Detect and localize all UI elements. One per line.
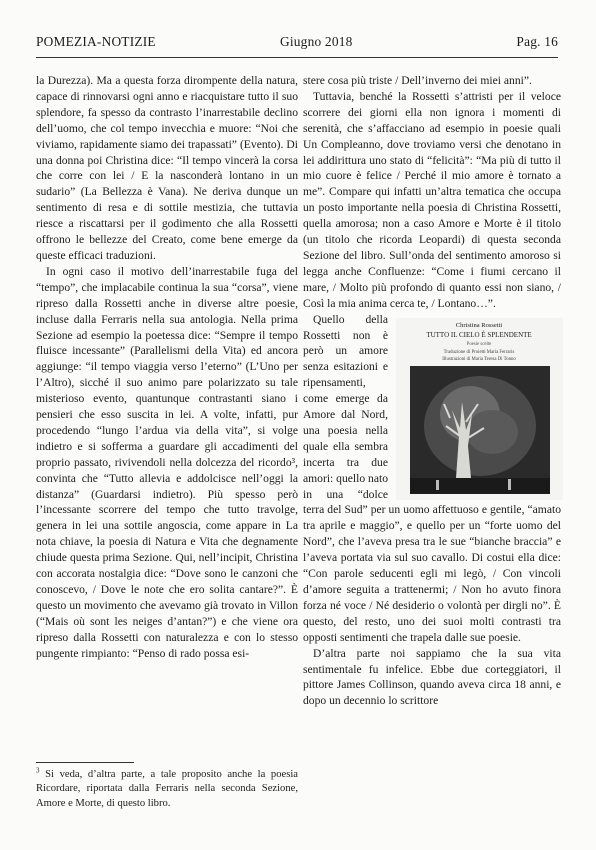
cover-translator: Traduzione di Proietti Maria Ferraris	[443, 349, 515, 355]
paragraph: In ogni caso il motivo dell’inarrestabile fuga del “tempo”, che implacabile continua la sua “corsa”, viene ripreso dalla Rossetti anche in diverse altre poesie, incluse dalla Ferraris nella sua antologia. Nella prima Sezione ad esempio la poetessa dice: “Sempre il tempo fluisce incessante” (Parallelismi della Vita) ed ancora aggiunge: “il tempo viaggia verso l’eterno” (L’Uno per l’Altro), sicché il suo animo pare polarizzato su tale misterioso evento, quantunque contrastanti siano i pensieri che esso suscita in lei. A volte, infatti, pur procedendo “lungo l’ardua via della vita”, si volge indietro e si sofferma a guardare gli accadimenti del proprio passato, rivivendoli nella dolcezza del ricordo³, convinta che “Tutto allevia e addolcisce nell’oggi la distanza” (Guardarsi indietro). Più spesso però l’incessante scorrere del tempo che tutto travolge, genera in lei una sottile angoscia, come appare in La nota chiave, la poesia di Natura e Vita che degnamente chiude questa prima Sezione. Qui, nell’incipit, Christina con accorata nostalgia dice: “Dove sono le canzoni che conoscevo, / Dove le note che ero solita cantare?”. È questo un movimento che avevamo già trovato in Villon (“Mais où sont les neiges d’antan?”) e che viene ora ripreso dalla Rossetti con naturalezza e con lo stesso pungente rimpianto: “Penso di rado possa esi-	[36, 264, 298, 660]
footnote-rule	[36, 762, 134, 763]
issue-date: Giugno 2018	[280, 34, 353, 49]
page-number: Pag. 16	[516, 34, 558, 49]
left-column	[36, 73, 298, 662]
cover-author: Christina Rossetti	[455, 321, 503, 329]
book-cover-image	[396, 318, 563, 500]
footnote	[36, 768, 298, 811]
page-header	[36, 34, 558, 58]
paragraph: stere cosa più triste / Dell’inverno dei miei anni”.	[303, 74, 532, 87]
right-column	[303, 73, 561, 709]
book-cover-illustration	[396, 318, 563, 500]
footnote-text: Si veda, d’altra parte, a tale proposito anche la poesia Ricordare, riportata dalla Ferraris nella seconda Sezione, Amore e Morte, di questo libro.	[36, 769, 298, 809]
cover-title: TUTTO IL CIELO È SPLENDENTE	[426, 330, 532, 339]
paragraph: D’altra parte noi sappiamo che la sua vita sentimentale fu infelice. Ebbe due corteggiatori, il pittore James Collinson, quando aveva circa 18 anni, e dopo un decennio lo scrittore	[303, 646, 561, 708]
footnote-marker: 3	[36, 766, 40, 775]
paragraph: Quello della Rossetti non è però un amore senza esitazioni e ripensamenti, come emerge da Amore dal Nord, una poesia nella quale ella sembra incerta tra due amori: quello nato in una “dolce terra del Sud” per un uomo affettuoso e gentile, “amato tra aprile e maggio”, e quello per un “forte uomo del Nord”, che l’aveva presa tra le sue “bianche braccia” e l’aveva portata via sul suo cavallo. Di costui ella dice: “Con parole seducenti egli mi legò, / Con vincoli d’amore seguita a trattenermi; / Non ho avuto finora forza né voce / Né desiderio o volontà per dirgli no”. È questo, del resto, uno dei suoi molti contrasti tra opposti sentimenti che trapela dalle sue poesie.	[303, 312, 561, 644]
paragraph: la Durezza). Ma a questa forza dirompente della natura, capace di rinnovarsi ogni anno e riacquistare tutto il suo splendore, fa spesso da contrasto l’inarrestabile declino dell’uomo, che col tempo invecchia e muore: “Noi che viviamo, rapidamente siamo dei trapassati” (Evento). Di una donna poi Christina dice: “Il tempo vincerà la corsa che corre con lei / E la nasconderà lontano in un sudario” (La Bellezza è Vana). Ne deriva dunque un sentimento di resa e di sottile mestizia, che tuttavia riesce a riscattarsi per il godimento che alla Rossetti offrono le bellezze del Creato, come bene emerge da queste efficaci traduzioni.	[36, 74, 298, 262]
header-rule	[36, 57, 558, 58]
cover-illustrator: Illustrazioni di Maria Teresa Di Tonno	[442, 356, 516, 362]
cover-subtitle: Poesie scelte	[466, 341, 492, 347]
paragraph: Tuttavia, benché la Rossetti s’attristi per il veloce scorrere dei giorni ella non ignora i momenti di serenità, che s’affacciano ad esempio in poesie quali Un Compleanno, dove troviamo versi che denotano in lei addirittura uno stato di “felicità”: “Ma più di tutto il mio cuore è felice / Perché il mio amore è tornato a me”. Compare qui infatti un’altra tematica che occupa un posto importante nella poesia di Christina Rossetti, quella amorosa; non a caso Amore e Morte è il titolo (un titolo che ricorda Leopardi) di questa seconda Sezione del libro. Sull’onda del sentimento amoroso si legga anche Confluenze: “Come i fiumi cercano il mare, / Molto più profondo di quanto essi non siano, / Così la mia anima cerca te, / Lontano…”.	[303, 89, 561, 310]
journal-name: POMEZIA-NOTIZIE	[36, 34, 156, 49]
